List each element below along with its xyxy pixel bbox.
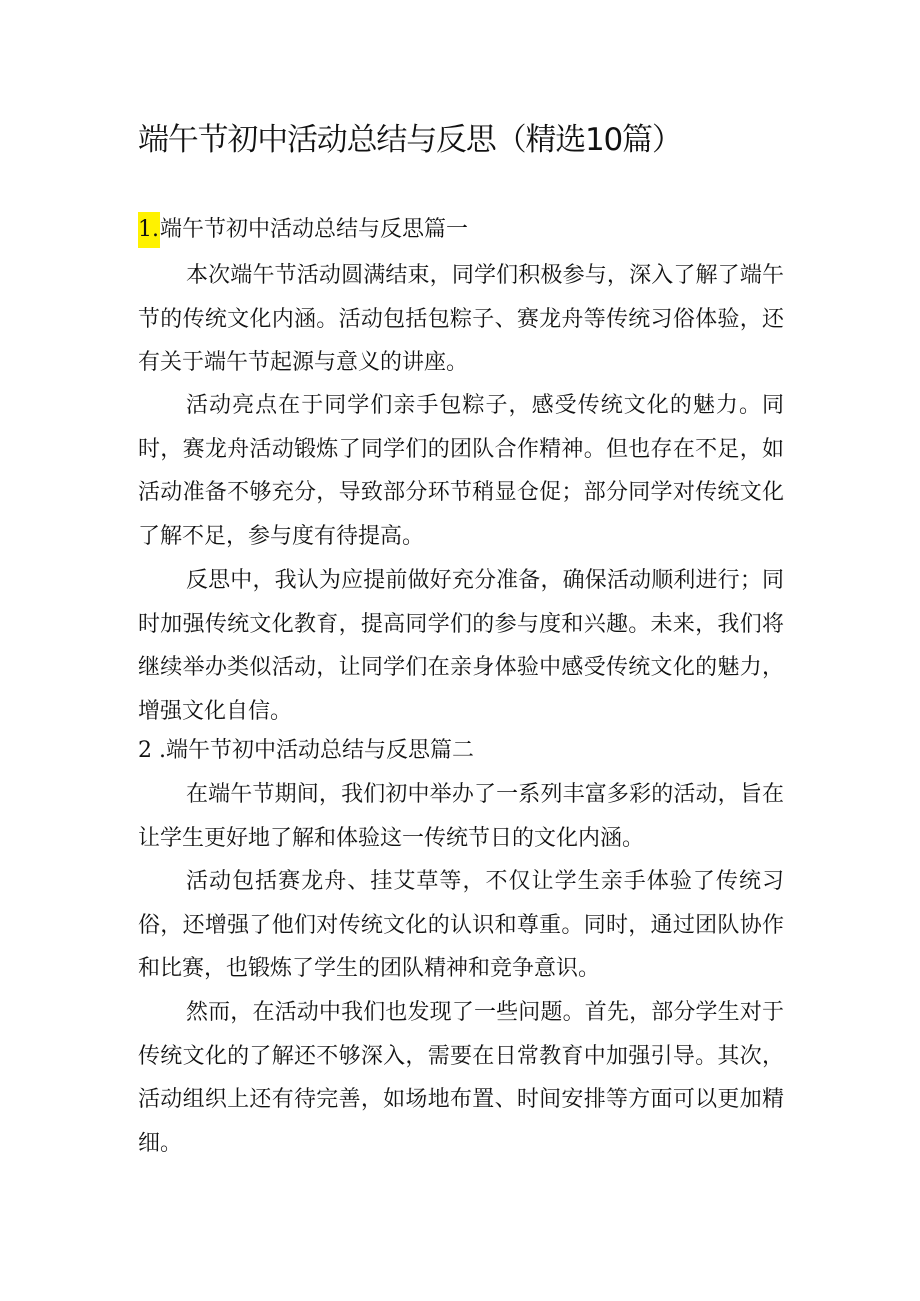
paragraph-2-3: 然而，在活动中我们也发现了一些问题。首先，部分学生对于传统文化的了解还不够深入，需要在日常教育中加强引导。其次，活动组织上还有待完善，如场地布置、时间安排等方面可以更加精细。 xyxy=(138,1000,784,1156)
section-heading-1 xyxy=(138,212,788,248)
section-heading-text-1: 端午节初中活动总结与反思篇一 xyxy=(160,217,469,242)
document-title: 端午节初中活动总结与反思（精选10篇） xyxy=(138,122,682,158)
paragraph-1-1: 本次端午节活动圆满结束，同学们积极参与，深入了解了端午节的传统文化内涵。活动包括包粽子、赛龙舟等传统习俗体验，还有关于端午节起源与意义的讲座。 xyxy=(138,263,784,375)
section-number-2: 2 xyxy=(138,738,152,763)
paragraph-2-2: 活动包括赛龙舟、挂艾草等，不仅让学生亲手体验了传统习俗，还增强了他们对传统文化的认识和尊重。同时，通过团队协作和比赛，也锻炼了学生的团队精神和竞争意识。 xyxy=(138,869,784,981)
section-number-1: 1. xyxy=(138,212,160,248)
section-heading-2 xyxy=(138,733,788,769)
section-heading-text-2: .端午节初中活动总结与反思篇二 xyxy=(152,738,474,763)
paragraph-1-3: 反思中，我认为应提前做好充分准备，确保活动顺利进行；同时加强传统文化教育，提高同学们的参与度和兴趣。未来，我们将继续举办类似活动，让同学们在亲身体验中感受传统文化的魅力，增强文化自信。 xyxy=(138,568,784,724)
paragraph-1-2: 活动亮点在于同学们亲手包粽子，感受传统文化的魅力。同时，赛龙舟活动锻炼了同学们的团队合作精神。但也存在不足，如活动准备不够充分，导致部分环节稍显仓促；部分同学对传统文化了解不足，参与度有待提高。 xyxy=(138,393,784,549)
paragraph-2-1: 在端午节期间，我们初中举办了一系列丰富多彩的活动，旨在让学生更好地了解和体验这一传统节日的文化内涵。 xyxy=(138,782,784,851)
